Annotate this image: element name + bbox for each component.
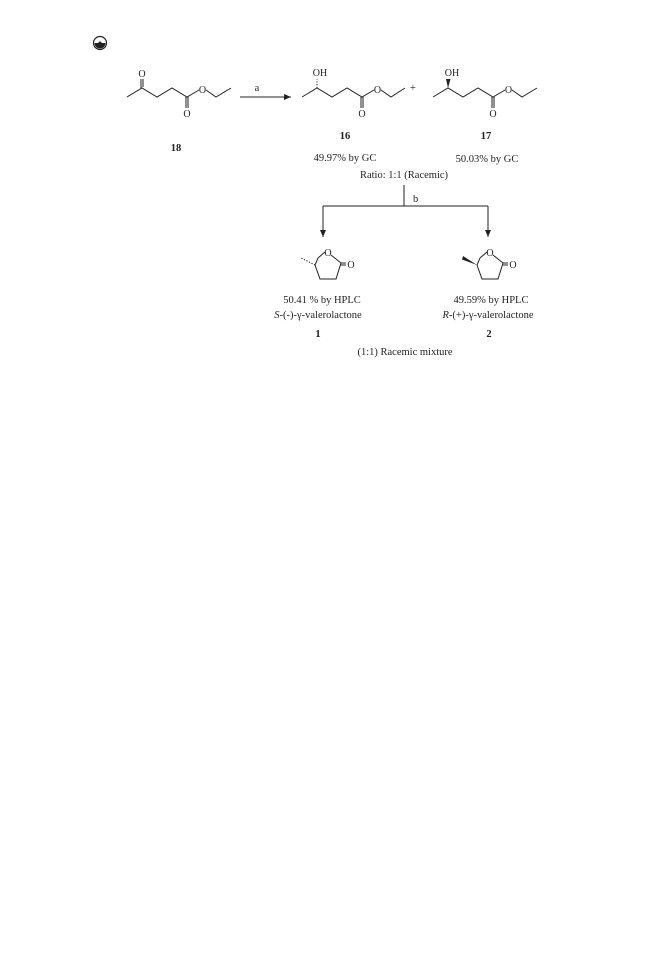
compound-17-number: 17 — [480, 131, 492, 142]
compound-2-number: 2 — [486, 329, 492, 340]
plus-sign: + — [410, 83, 416, 94]
compound-17-ester-oxygen: O — [504, 85, 513, 96]
compound-16-structure — [302, 68, 405, 120]
compound-1-structure — [300, 248, 354, 279]
compound-1-ring-oxygen: O — [324, 248, 332, 259]
compound-1-name: S-(-)-γ-valerolactone — [274, 310, 362, 321]
compound-1-hplc-percent: 50.41 % by HPLC — [283, 295, 361, 306]
racemic-mixture-text: (1:1) Racemic mixture — [357, 347, 453, 358]
compound-2-structure — [462, 248, 517, 279]
compound-17-carbonyl-oxygen: O — [489, 109, 497, 120]
compound-16-ester-oxygen: O — [373, 85, 382, 96]
corner-logo-icon — [94, 37, 107, 50]
compound-17-structure — [433, 68, 537, 120]
compound-1-carbonyl-oxygen: O — [347, 260, 355, 271]
compound-18-carbonyl-oxygen: O — [183, 109, 191, 120]
compound-2-carbonyl-oxygen: O — [509, 260, 517, 271]
ratio-text: Ratio: 1:1 (Racemic) — [359, 170, 449, 181]
compound-17-gc-percent: 50.03% by GC — [455, 154, 519, 165]
reaction-arrow-b — [323, 185, 488, 237]
compound-18-ketone-oxygen: O — [138, 69, 146, 80]
compound-2-hplc-percent: 49.59% by HPLC — [453, 295, 529, 306]
reagent-a-label: a — [254, 83, 260, 94]
reagent-b-label: b — [413, 194, 419, 205]
compound-17-hydroxyl: OH — [444, 68, 460, 79]
compound-2-config: R — [442, 310, 449, 321]
compound-16-carbonyl-oxygen: O — [358, 109, 366, 120]
compound-1-number: 1 — [315, 329, 321, 340]
compound-16-number: 16 — [339, 131, 351, 142]
compound-1-config: S — [274, 310, 280, 321]
compound-16-hydroxyl: OH — [312, 68, 328, 79]
compound-2-ring-oxygen: O — [486, 248, 494, 259]
compound-18-ester-oxygen: O — [198, 85, 207, 96]
compound-18-number: 18 — [170, 143, 182, 154]
compound-2-name: R-(+)-γ-valerolactone — [442, 310, 534, 321]
compound-18-structure — [127, 69, 231, 120]
compound-16-gc-percent: 49.97% by GC — [313, 153, 377, 164]
